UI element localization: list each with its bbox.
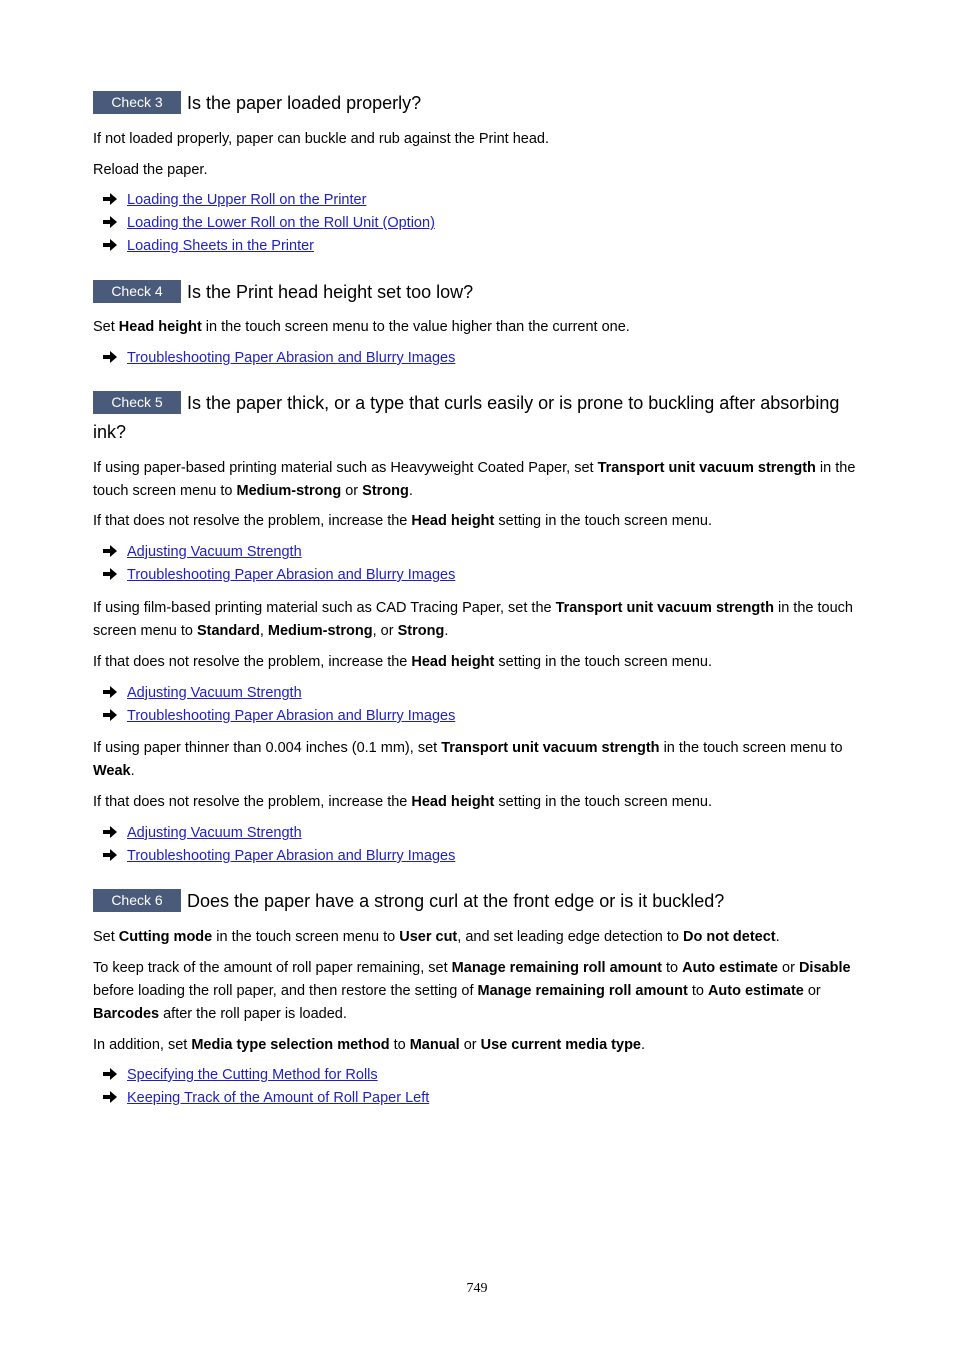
check3-heading [93,89,868,118]
text-run: . [775,929,780,945]
check6-badge: Check 6 [93,889,181,912]
text-run: or [459,1037,481,1053]
link-row[interactable] [103,235,314,258]
check5-para-4 [93,651,868,674]
check5-para-3 [93,597,868,643]
text-run: If using film-based printing material such as CAD Tracing Paper, set the [93,600,556,616]
text-run: or [778,960,799,976]
arrow-right-icon [103,216,117,228]
bold-term: Barcodes [93,1006,160,1022]
text-run: If that does not resolve the problem, increase the [93,513,412,529]
bold-term: Cutting mode [118,929,213,945]
bold-term: Manual [409,1037,460,1053]
text-run: setting in the touch screen menu. [494,794,713,810]
link-adjusting-vacuum[interactable]: Adjusting Vacuum Strength [127,685,302,701]
link-cutting-method[interactable]: Specifying the Cutting Method for Rolls [127,1067,378,1083]
text-run: If that does not resolve the problem, increase the [93,654,412,670]
text-run: , and set leading edge detection to [457,929,683,945]
text-run: setting in the touch screen menu. [494,513,713,529]
text-run: , or [372,623,398,639]
text-run: . [444,623,449,639]
link-troubleshooting-abrasion[interactable]: Troubleshooting Paper Abrasion and Blurry Images [127,567,456,583]
check4-para-1 [93,316,868,339]
bold-term: Strong [397,623,445,639]
arrow-right-icon [103,1068,117,1080]
link-row[interactable] [103,845,455,868]
text-run: Set [93,929,119,945]
link-adjusting-vacuum[interactable]: Adjusting Vacuum Strength [127,544,302,560]
link-row[interactable] [103,682,302,705]
bold-term: Manage remaining roll amount [451,960,662,976]
text-run: If using paper-based printing material such as Heavyweight Coated Paper, set [93,460,598,476]
link-troubleshooting-abrasion[interactable]: Troubleshooting Paper Abrasion and Blurry Images [127,708,456,724]
check6-heading [93,887,868,916]
arrow-right-icon [103,849,117,861]
text-run: In addition, set [93,1037,192,1053]
bold-term: Medium-strong [267,623,373,639]
text-run: To keep track of the amount of roll paper remaining, set [93,960,452,976]
text-run: to [687,983,708,999]
text-run: . [408,483,413,499]
link-row[interactable] [103,212,435,235]
arrow-right-icon [103,1091,117,1103]
page-number: 749 [466,1281,488,1296]
bold-term: Use current media type [480,1037,641,1053]
check4-badge: Check 4 [93,280,181,303]
arrow-right-icon [103,545,117,557]
text-run: in the touch screen menu to [93,460,856,499]
text-run: in the touch screen menu to the value higher than the current one. [201,319,630,335]
text-run: or [803,983,821,999]
check5-para-1 [93,457,868,503]
bold-term: Medium-strong [236,483,342,499]
check6-para-1 [93,926,868,949]
link-loading-upper-roll[interactable]: Loading the Upper Roll on the Printer [127,192,367,208]
check4-title: Is the Print head height set too low? [187,282,474,302]
link-row[interactable] [103,1087,429,1110]
check4-heading [93,278,868,307]
text-run: in the touch screen menu to [659,740,843,756]
text-run: or [341,483,363,499]
text-run: Set [93,319,119,335]
bold-term: Head height [411,654,495,670]
text-run: , [259,623,268,639]
text-run: in the touch screen menu to [93,600,853,639]
link-row[interactable] [103,541,302,564]
check3-title: Is the paper loaded properly? [187,93,422,113]
bold-term: Strong [362,483,409,499]
bold-term: Media type selection method [191,1037,390,1053]
bold-term: Transport unit vacuum strength [555,600,774,616]
link-roll-paper-left[interactable]: Keeping Track of the Amount of Roll Paper Left [127,1090,430,1106]
link-row[interactable] [103,822,302,845]
bold-term: Disable [798,960,851,976]
bold-term: Do not detect [683,929,776,945]
bold-term: Head height [411,794,495,810]
text-run: . [130,763,135,779]
arrow-right-icon [103,709,117,721]
check6-para-3 [93,1034,868,1057]
text-run: setting in the touch screen menu. [494,654,713,670]
link-row[interactable] [103,347,455,370]
bold-term: Manage remaining roll amount [477,983,688,999]
bold-term: Standard [196,623,260,639]
link-loading-lower-roll[interactable]: Loading the Lower Roll on the Roll Unit (Option) [127,215,435,231]
bold-term: Transport unit vacuum strength [441,740,660,756]
check3-para-2: Reload the paper. [93,162,208,178]
link-row[interactable] [103,564,455,587]
arrow-right-icon [103,193,117,205]
check5-para-5 [93,737,868,783]
check6-title: Does the paper have a strong curl at the front edge or is it buckled? [187,891,725,911]
text-run: before loading the roll paper, and then restore the setting of [93,983,478,999]
text-run: If that does not resolve the problem, increase the [93,794,412,810]
text-run: in the touch screen menu to [212,929,400,945]
arrow-right-icon [103,239,117,251]
check5-title: Is the paper thick, or a type that curls easily or is prone to buckling after absorbing ink? [93,393,840,442]
bold-term: Head height [118,319,202,335]
bold-term: Transport unit vacuum strength [597,460,816,476]
text-run: to [661,960,683,976]
link-troubleshooting-abrasion[interactable]: Troubleshooting Paper Abrasion and Blurry Images [127,848,456,864]
bold-term: Auto estimate [707,983,804,999]
arrow-right-icon [103,351,117,363]
link-troubleshooting-abrasion[interactable]: Troubleshooting Paper Abrasion and Blurry Images [127,350,456,366]
check6-para-2 [93,957,868,1026]
check5-badge: Check 5 [93,391,181,414]
bold-term: Weak [93,763,131,779]
text-run: to [389,1037,410,1053]
text-run: If using paper thinner than 0.004 inches (0.1 mm), set [93,740,442,756]
link-adjusting-vacuum[interactable]: Adjusting Vacuum Strength [127,825,302,841]
arrow-right-icon [103,686,117,698]
bold-term: User cut [399,929,458,945]
bold-term: Head height [411,513,495,529]
link-loading-sheets[interactable]: Loading Sheets in the Printer [127,238,315,254]
link-row[interactable] [103,189,366,212]
text-run: . [641,1037,646,1053]
check5-para-6 [93,791,868,814]
check3-para-1: If not loaded properly, paper can buckle and rub against the Print head. [93,131,549,147]
arrow-right-icon [103,826,117,838]
check3-badge: Check 3 [93,91,181,114]
arrow-right-icon [103,568,117,580]
link-row[interactable] [103,705,455,728]
check5-heading [93,389,868,447]
check5-para-2 [93,510,868,533]
text-run: after the roll paper is loaded. [159,1006,347,1022]
link-row[interactable] [103,1064,378,1087]
bold-term: Auto estimate [682,960,778,976]
